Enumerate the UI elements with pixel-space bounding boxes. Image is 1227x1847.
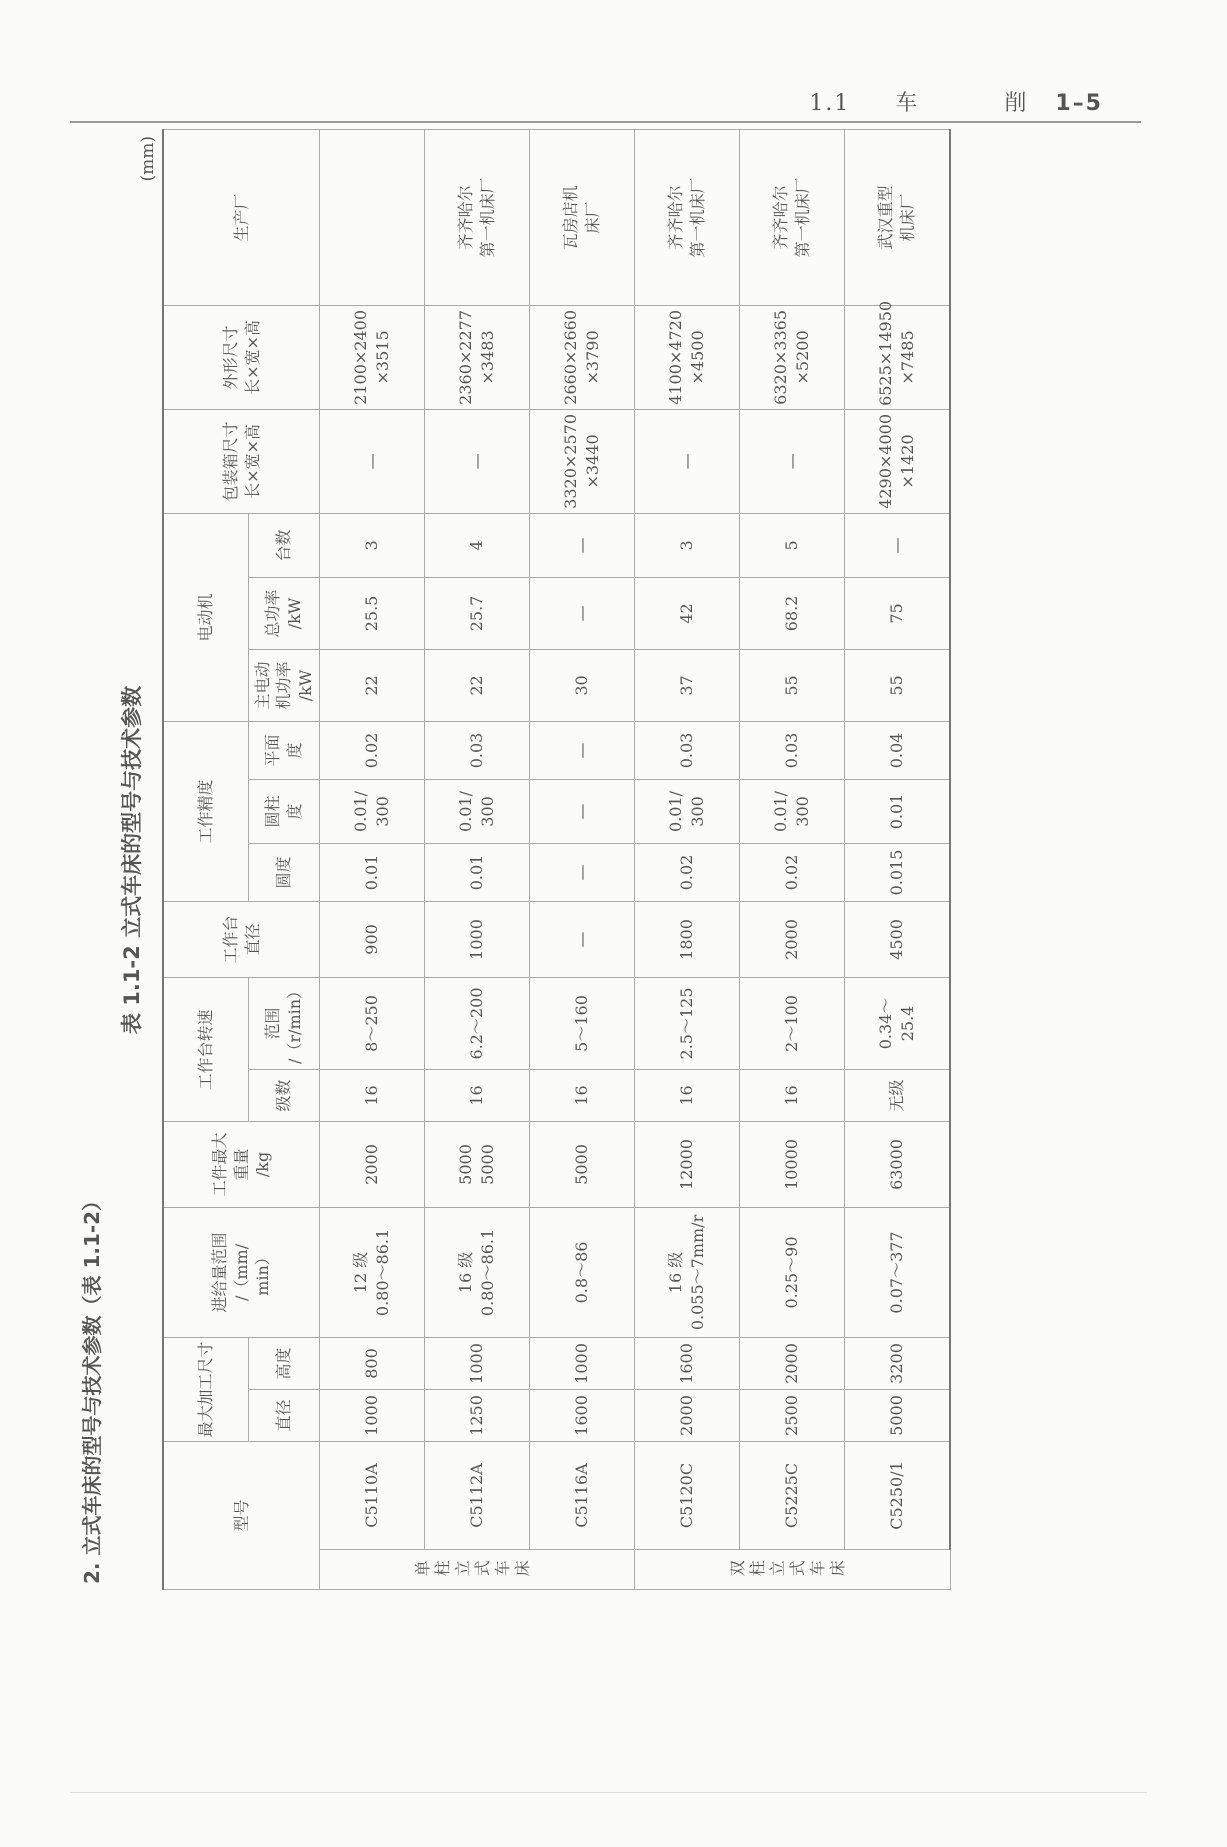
cell-diameter: 5000: [845, 1389, 951, 1441]
cell-cylindricity: 0.01/ 300: [635, 779, 740, 843]
cell-feed: 16 级 0.80～86.1: [425, 1207, 530, 1337]
cell-main-power: 22: [320, 649, 425, 721]
cell-roundness: 0.015: [845, 843, 951, 901]
header-rule: [70, 121, 1141, 123]
cell-height: 2000: [740, 1337, 845, 1389]
cell-outline: 6525×14950 ×7485: [845, 305, 951, 409]
cell-table-diameter: 2000: [740, 901, 845, 977]
cell-maker: 齐齐哈尔 第一机床厂: [740, 129, 845, 305]
cell-maker: 瓦房店机 床厂: [530, 129, 635, 305]
cell-flatness: 0.04: [845, 721, 951, 779]
cell-model: C5225C: [740, 1441, 845, 1549]
cell-table-diameter: 1800: [635, 901, 740, 977]
header-outline-size: 外形尺寸 长×宽×高: [163, 305, 320, 409]
cell-table-diameter: 900: [320, 901, 425, 977]
cell-count: 5: [740, 513, 845, 577]
cell-outline: 2660×2660 ×3790: [530, 305, 635, 409]
cell-height: 1000: [530, 1337, 635, 1389]
cell-roundness: 0.01: [425, 843, 530, 901]
group-label-text: 单柱立式车床: [414, 1559, 535, 1579]
cell-package: —: [425, 409, 530, 513]
unit-label: (mm): [138, 136, 158, 182]
cell-model: C5112A: [425, 1441, 530, 1549]
section-number: 1.1: [809, 91, 851, 116]
cell-main-power: 55: [740, 649, 845, 721]
cell-count: 3: [320, 513, 425, 577]
header-height: 高度: [249, 1337, 320, 1389]
cell-weight: 5000: [530, 1121, 635, 1207]
cell-steps: 16: [635, 1069, 740, 1121]
cell-cylindricity: 0.01/ 300: [320, 779, 425, 843]
cell-flatness: 0.03: [425, 721, 530, 779]
header-motor-count: 台数: [249, 513, 320, 577]
cell-cylindricity: 0.01/ 300: [740, 779, 845, 843]
cell-speed-range: 6.2～200: [425, 977, 530, 1069]
cell-speed-range: 0.34～25.4: [845, 977, 951, 1069]
cell-package: —: [740, 409, 845, 513]
bottom-rule: [70, 1792, 1147, 1793]
cell-diameter: 2500: [740, 1389, 845, 1441]
cell-steps: 16: [320, 1069, 425, 1121]
cell-height: 1000: [425, 1337, 530, 1389]
cell-roundness: 0.02: [635, 843, 740, 901]
table-caption: 表 1.1-2 立式车床的型号与技术参数: [120, 685, 144, 1035]
cell-total-power: 75: [845, 577, 951, 649]
cell-maker: 齐齐哈尔 第一机床厂: [425, 129, 530, 305]
cell-table-diameter: 1000: [425, 901, 530, 977]
cell-weight: 5000 5000: [425, 1121, 530, 1207]
cell-feed: 16 级 0.055～7mm/r: [635, 1207, 740, 1337]
chapter-title-char: 削: [1004, 91, 1029, 116]
cell-weight: 2000: [320, 1121, 425, 1207]
header-model: 型号: [163, 1441, 320, 1589]
cell-speed-range: 2.5～125: [635, 977, 740, 1069]
cell-flatness: 0.03: [635, 721, 740, 779]
header-max-weight: 工件最大 重量 /kg: [163, 1121, 320, 1207]
cell-table-diameter: 4500: [845, 901, 951, 977]
cell-diameter: 1000: [320, 1389, 425, 1441]
cell-main-power: 30: [530, 649, 635, 721]
cell-model: C5250/1: [845, 1441, 951, 1549]
cell-total-power: 42: [635, 577, 740, 649]
cell-feed: 0.8～86: [530, 1207, 635, 1337]
cell-count: —: [530, 513, 635, 577]
header-table-speed: 工作台转速: [163, 977, 249, 1121]
cell-package: —: [320, 409, 425, 513]
header-cylindricity: 圆柱 度: [249, 779, 320, 843]
cell-total-power: —: [530, 577, 635, 649]
chapter-title-char: 车: [895, 91, 920, 116]
cell-speed-range: 2～100: [740, 977, 845, 1069]
cell-feed: 0.25～90: [740, 1207, 845, 1337]
cell-count: 4: [425, 513, 530, 577]
cell-weight: 63000: [845, 1121, 951, 1207]
header-accuracy: 工作精度: [163, 721, 249, 901]
header-total-power: 总功率 /kW: [249, 577, 320, 649]
cell-main-power: 37: [635, 649, 740, 721]
table-row: [845, 129, 951, 1589]
cell-count: 3: [635, 513, 740, 577]
cell-outline: 4100×4720 ×4500: [635, 305, 740, 409]
cell-table-diameter: —: [530, 901, 635, 977]
table-row: [530, 129, 635, 1589]
header-manufacturer: 生产厂: [163, 129, 320, 305]
group-label-text: 双柱立式车床: [729, 1559, 850, 1579]
table-row: [740, 129, 845, 1589]
cell-cylindricity: 0.01: [845, 779, 951, 843]
cell-main-power: 55: [845, 649, 951, 721]
cell-speed-range: 5～160: [530, 977, 635, 1069]
header-main-motor-power: 主电动 机功率 /kW: [249, 649, 320, 721]
cell-package: 4290×4000 ×1420: [845, 409, 951, 513]
header-max-size: 最大加工尺寸: [163, 1337, 249, 1441]
cell-weight: 10000: [740, 1121, 845, 1207]
cell-maker: 齐齐哈尔 第一机床厂: [635, 129, 740, 305]
cell-package: 3320×2570 ×3440: [530, 409, 635, 513]
cell-total-power: 68.2: [740, 577, 845, 649]
header-flatness: 平面 度: [249, 721, 320, 779]
cell-diameter: 1250: [425, 1389, 530, 1441]
cell-roundness: 0.01: [320, 843, 425, 901]
cell-outline: 2360×2277 ×3483: [425, 305, 530, 409]
cell-steps: 16: [740, 1069, 845, 1121]
cell-roundness: 0.02: [740, 843, 845, 901]
cell-cylindricity: 0.01/ 300: [425, 779, 530, 843]
cell-outline: 2100×2400 ×3515: [320, 305, 425, 409]
cell-maker: [320, 129, 425, 305]
cell-flatness: 0.03: [740, 721, 845, 779]
running-header: [809, 86, 1103, 117]
cell-main-power: 22: [425, 649, 530, 721]
cell-model: C5120C: [635, 1441, 740, 1549]
cell-flatness: 0.02: [320, 721, 425, 779]
cell-model: C5110A: [320, 1441, 425, 1549]
cell-weight: 12000: [635, 1121, 740, 1207]
cell-cylindricity: —: [530, 779, 635, 843]
spec-table: [162, 129, 951, 1590]
group-label: [635, 1550, 951, 1590]
rotated-content: [70, 130, 1150, 1590]
table-row: [635, 129, 740, 1589]
page-header: [0, 0, 1227, 130]
cell-steps: 无级: [845, 1069, 951, 1121]
group-label: [320, 1550, 635, 1590]
header-motor: 电动机: [163, 513, 249, 721]
cell-height: 1600: [635, 1337, 740, 1389]
cell-count: —: [845, 513, 951, 577]
cell-diameter: 2000: [635, 1389, 740, 1441]
cell-package: —: [635, 409, 740, 513]
cell-speed-range: 8～250: [320, 977, 425, 1069]
cell-height: 800: [320, 1337, 425, 1389]
cell-steps: 16: [530, 1069, 635, 1121]
cell-feed: 0.07～377: [845, 1207, 951, 1337]
header-roundness: 圆度: [249, 843, 320, 901]
cell-outline: 6320×3365 ×5200: [740, 305, 845, 409]
header-table-diameter: 工作台 直径: [163, 901, 320, 977]
header-feed: 进给量范围 /（mm/ min）: [163, 1207, 320, 1337]
cell-feed: 12 级 0.80～86.1: [320, 1207, 425, 1337]
cell-model: C5116A: [530, 1441, 635, 1549]
header-diameter: 直径: [249, 1389, 320, 1441]
cell-maker: 武汉重型 机床厂: [845, 129, 951, 305]
table-row: [320, 129, 425, 1589]
header-speed-range: 范围 /（r/min）: [249, 977, 320, 1069]
cell-total-power: 25.7: [425, 577, 530, 649]
cell-height: 3200: [845, 1337, 951, 1389]
page-number: 1–5: [1055, 91, 1103, 116]
section-heading: 2. 立式车床的型号与技术参数（表 1.1-2）: [80, 1190, 104, 1584]
header-steps: 级数: [249, 1069, 320, 1121]
cell-flatness: —: [530, 721, 635, 779]
cell-roundness: —: [530, 843, 635, 901]
header-package-size: 包装箱尺寸 长×宽×高: [163, 409, 320, 513]
cell-total-power: 25.5: [320, 577, 425, 649]
cell-diameter: 1600: [530, 1389, 635, 1441]
table-row: [425, 129, 530, 1589]
cell-steps: 16: [425, 1069, 530, 1121]
